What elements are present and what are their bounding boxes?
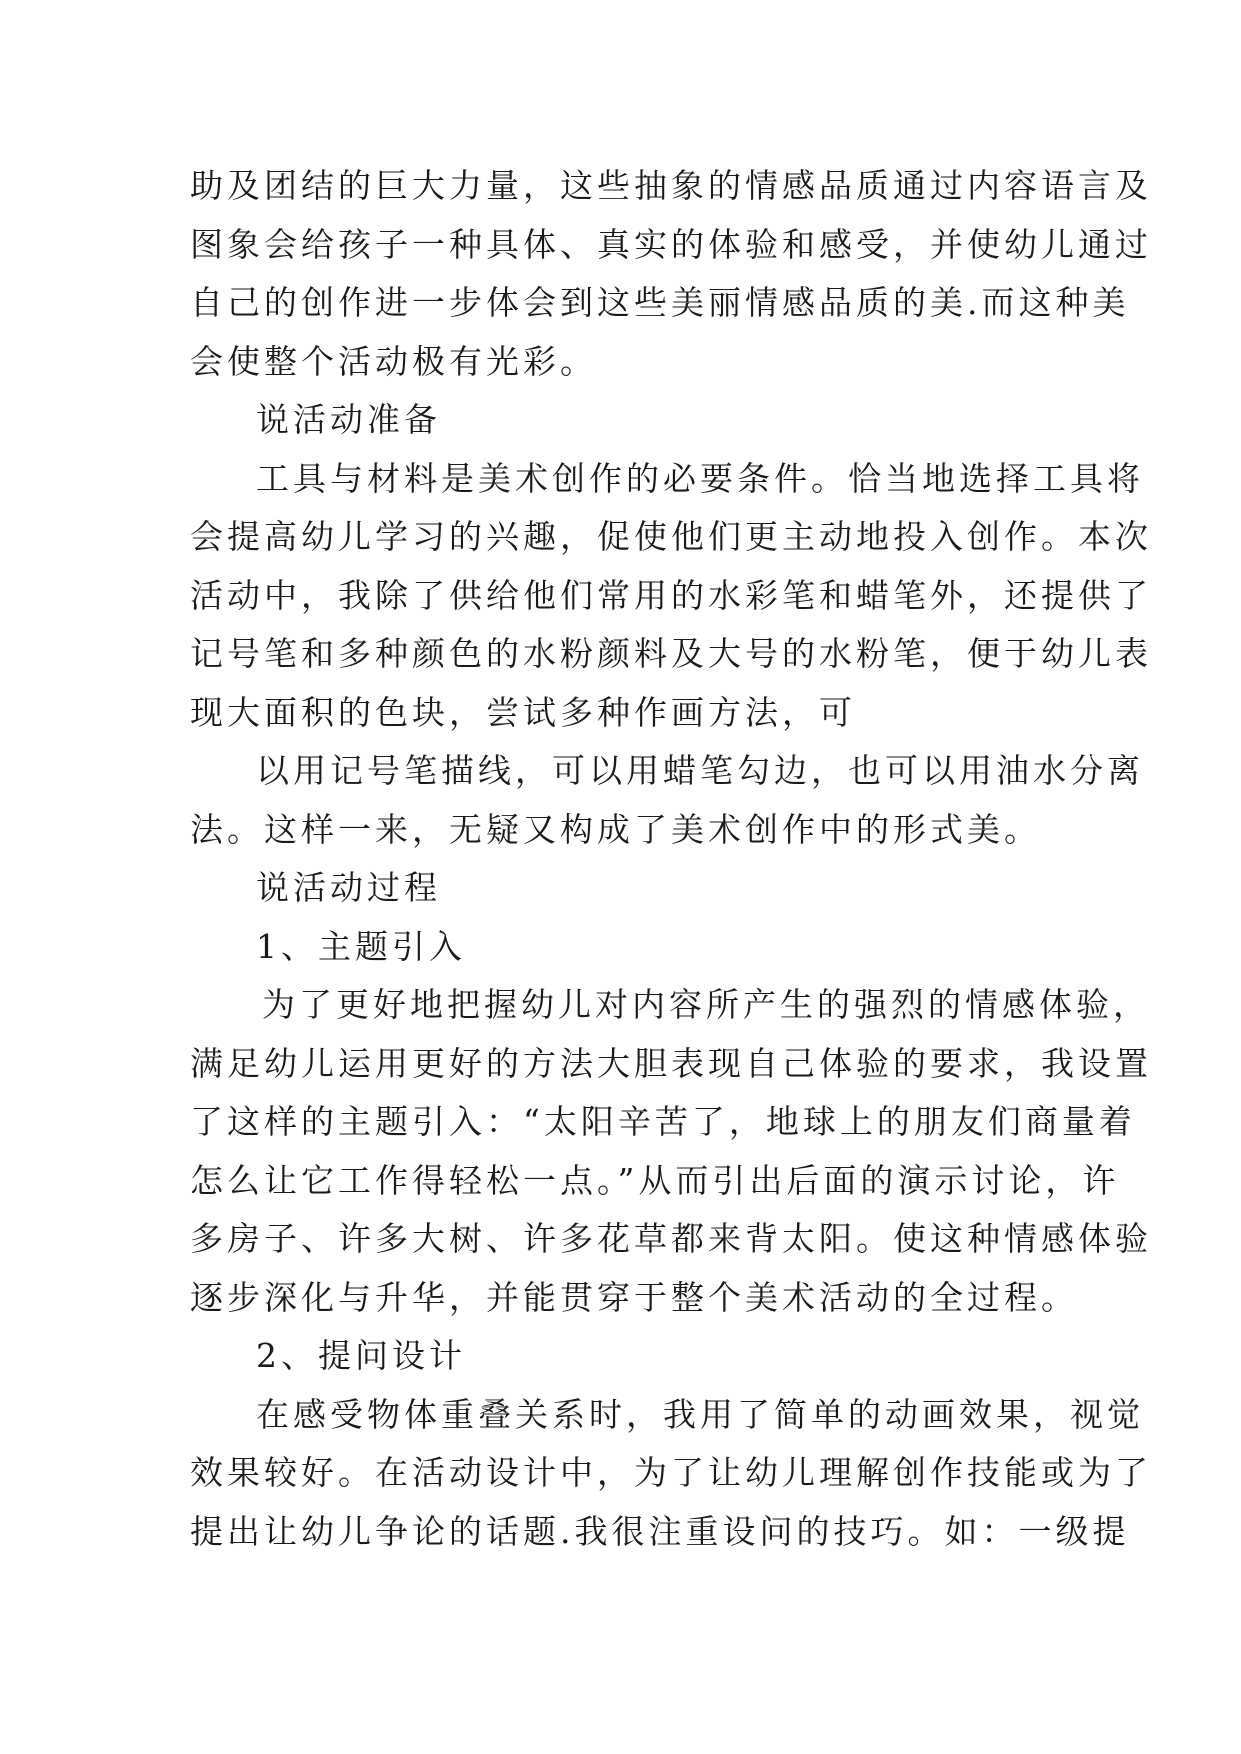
heading-text: 说活动过程: [256, 868, 441, 907]
text-line: 以用记号笔描线，可以用蜡笔勾边，也可以用油水分离: [256, 751, 1144, 790]
text-line: 活动中，我除了供给他们常用的水彩笔和蜡笔外，还提供了: [190, 575, 1152, 615]
section-heading: [190, 391, 1050, 450]
text-line: 工具与材料是美术创作的必要条件。恰当地选择工具将: [256, 458, 1144, 498]
text-line: 在感受物体重叠关系时，我用了简单的动画效果，视觉: [256, 1394, 1144, 1434]
heading-text: 1、主题引入: [256, 926, 466, 966]
text-line: 满足幼儿运用更好的方法大胆表现自己体验的要求，我设置: [190, 1043, 1152, 1083]
paragraph: [190, 157, 1152, 391]
text-line: 为了更好地把握幼儿对内容所产生的强烈的情感体验，: [262, 985, 1150, 1024]
text-line: 会提高幼儿学习的兴趣，促使他们更主动地投入创作。本次: [190, 517, 1152, 556]
paragraph: [190, 450, 1152, 743]
text-line: 法。这样一来，无疑又构成了美术创作中的形式美。: [190, 809, 1041, 849]
text-line: 现大面积的色块，尝试多种作画方法，可: [190, 692, 856, 732]
text-line: 逐步深化与升华，并能贯穿于整个美术活动的全过程。: [190, 1277, 1078, 1317]
heading-text: 说活动准备: [256, 400, 441, 439]
text-line: 记号笔和多种颜色的水粉颜料及大号的水粉笔，便于幼儿表: [190, 634, 1152, 673]
paragraph: [190, 976, 1152, 1327]
paragraph: [190, 742, 1144, 859]
paragraph: [190, 1386, 1152, 1562]
text-line: 自己的创作进一步体会到这些美丽情感品质的美.而这种美: [190, 283, 1130, 322]
text-line: 怎么让它工作得轻松一点。”从而引出后面的演示讨论，许: [190, 1160, 1120, 1200]
heading-text: 2、提问设计: [256, 1336, 466, 1375]
subsection-heading: [190, 1327, 1050, 1386]
text-line: 多房子、许多大树、许多花草都来背太阳。使这种情感体验: [190, 1219, 1152, 1258]
text-line: 了这样的主题引入：“太阳辛苦了，地球上的朋友们商量着: [190, 1102, 1136, 1141]
text-line: 提出让幼儿争论的话题.我很注重设问的技巧。如：一级提: [190, 1511, 1130, 1551]
subsection-heading: [190, 918, 1050, 977]
section-heading: [190, 859, 1050, 918]
text-line: 效果较好。在活动设计中，为了让幼儿理解创作技能或为了: [190, 1453, 1152, 1492]
text-line: 助及团结的巨大力量，这些抽象的情感品质通过内容语言及: [190, 166, 1152, 205]
text-line: 图象会给孩子一种具体、真实的体验和感受，并使幼儿通过: [190, 224, 1152, 264]
text-line: 会使整个活动极有光彩。: [190, 341, 597, 381]
document-body: [190, 157, 1152, 1561]
